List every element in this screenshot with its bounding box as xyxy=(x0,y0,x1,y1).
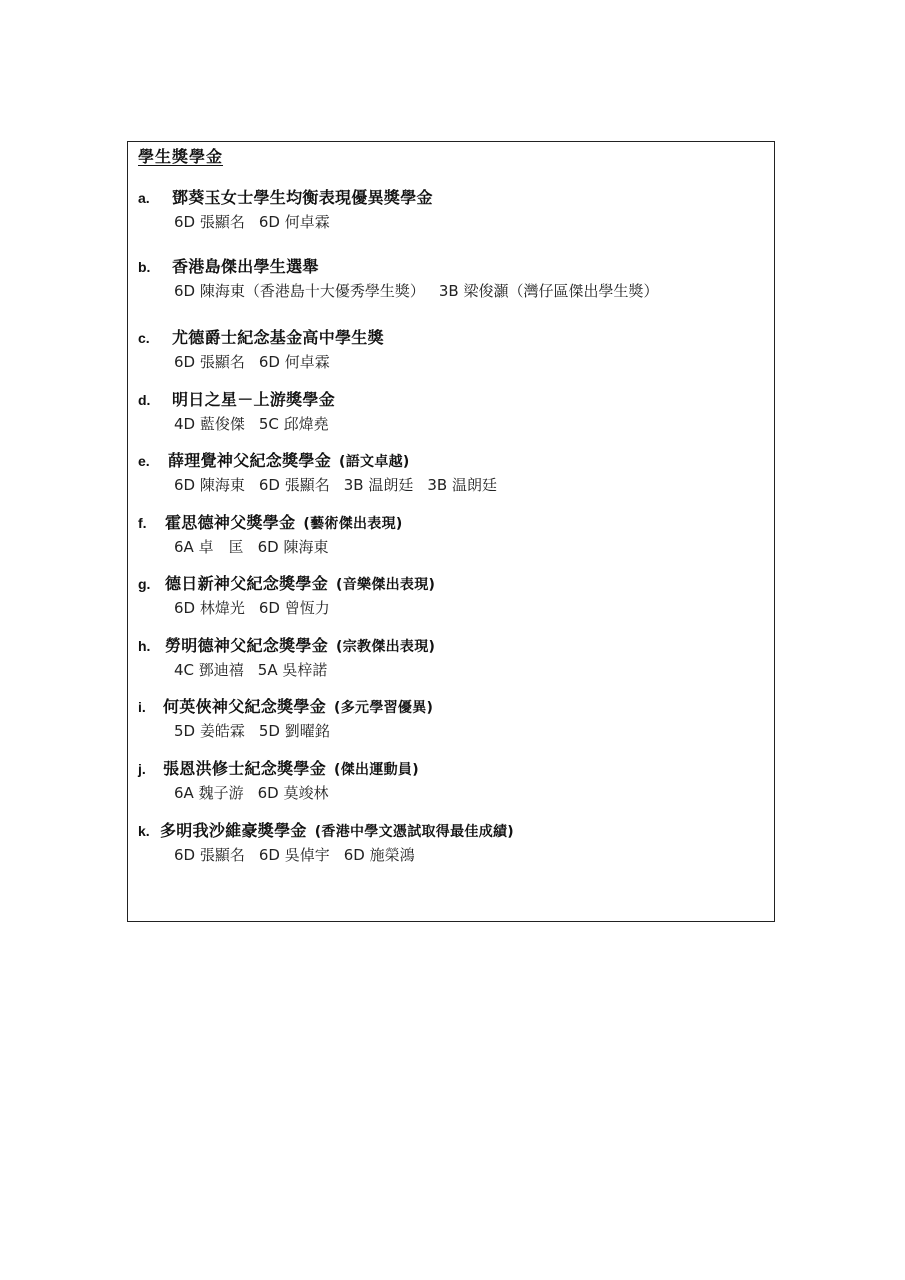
award-item xyxy=(138,819,514,867)
award-item xyxy=(138,511,403,559)
award-letter: f. xyxy=(138,515,147,531)
recipient: 3B 温朗廷 xyxy=(427,476,497,494)
recipient: 6D 林煒光 xyxy=(174,599,245,617)
award-letter: e. xyxy=(138,453,150,469)
award-letter: c. xyxy=(138,330,150,346)
recipient: 3B 温朗廷 xyxy=(343,476,414,494)
recipient: 6D 張顯名 xyxy=(174,846,245,864)
award-title-line xyxy=(138,449,497,473)
award-name: 德日新神父紀念獎學金 xyxy=(165,574,329,593)
award-name: 香港島傑出學生選舉 xyxy=(172,257,319,276)
award-recipients xyxy=(138,473,497,497)
scholarship-box xyxy=(127,141,775,922)
recipient: 5D 姜皓霖 xyxy=(174,722,245,740)
award-title-line xyxy=(138,186,433,210)
award-title xyxy=(165,634,435,659)
recipient: 6A 卓 匡 xyxy=(174,538,244,556)
award-title-line xyxy=(138,326,384,350)
award-recipients xyxy=(138,843,514,867)
award-title xyxy=(160,819,514,844)
award-category: (宗教傑出表現) xyxy=(336,639,436,655)
award-recipients xyxy=(138,412,335,436)
award-item xyxy=(138,695,433,743)
award-recipients xyxy=(138,596,435,620)
award-recipients xyxy=(138,535,403,559)
recipient: 6D 陳海東 xyxy=(257,538,329,556)
award-title-line xyxy=(138,634,435,658)
award-item xyxy=(138,634,435,682)
award-name: 何英俠神父紀念獎學金 xyxy=(163,697,327,716)
award-name: 霍思德神父獎學金 xyxy=(165,513,296,532)
award-category: (音樂傑出表現) xyxy=(336,577,436,593)
award-title xyxy=(172,388,335,412)
award-item xyxy=(138,255,658,303)
award-title xyxy=(163,757,419,782)
award-letter: b. xyxy=(138,259,151,275)
award-recipients xyxy=(138,279,658,303)
award-category: (語文卓越) xyxy=(339,454,410,470)
recipient: 4C 鄧迪禧 xyxy=(174,661,244,679)
award-letter: d. xyxy=(138,392,151,408)
recipient: 6D 張顯名 xyxy=(174,353,245,371)
award-title xyxy=(165,572,435,597)
recipient: 6D 莫竣林 xyxy=(257,784,329,802)
award-letter: j. xyxy=(138,761,146,777)
recipient: 6D 施榮鴻 xyxy=(343,846,415,864)
award-category: (香港中學文憑試取得最佳成績) xyxy=(314,824,514,840)
recipient: 6D 吳倬宇 xyxy=(258,846,330,864)
award-title-line xyxy=(138,572,435,596)
award-title-line xyxy=(138,695,433,719)
recipient: 6D 陳海東 xyxy=(174,476,245,494)
award-name: 張恩洪修士紀念獎學金 xyxy=(163,759,327,778)
recipient: 6D 何卓霖 xyxy=(258,213,330,231)
award-item xyxy=(138,326,384,374)
award-recipients xyxy=(138,658,435,682)
award-name: 尤德爵士紀念基金高中學生獎 xyxy=(172,328,384,347)
award-item xyxy=(138,757,419,805)
award-title-line xyxy=(138,819,514,843)
award-recipients xyxy=(138,350,384,374)
recipient: 5D 劉曜銘 xyxy=(258,722,330,740)
recipient: 6A 魏子游 xyxy=(174,784,244,802)
award-title xyxy=(172,326,384,350)
award-title xyxy=(172,186,433,210)
award-title-line xyxy=(138,388,335,412)
recipient: 3B 梁俊灝（灣仔區傑出學生獎） xyxy=(438,282,659,300)
recipient: 6D 何卓霖 xyxy=(258,353,330,371)
award-title-line xyxy=(138,511,403,535)
award-name: 多明我沙維豪獎學金 xyxy=(160,821,307,840)
award-category: (多元學習優異) xyxy=(334,700,434,716)
recipient: 6D 曾恆力 xyxy=(258,599,330,617)
award-category: (藝術傑出表現) xyxy=(303,516,403,532)
award-recipients xyxy=(138,210,433,234)
award-item xyxy=(138,572,435,620)
award-name: 薛理覺神父紀念獎學金 xyxy=(168,451,332,470)
award-title xyxy=(165,511,403,536)
award-letter: k. xyxy=(138,823,150,839)
recipient: 5C 邱煒堯 xyxy=(258,415,329,433)
recipient: 6D 張顯名 xyxy=(174,213,245,231)
award-title-line xyxy=(138,757,419,781)
recipient: 6D 陳海東（香港島十大優秀學生獎） xyxy=(174,282,425,300)
recipient: 6D 張顯名 xyxy=(258,476,330,494)
award-letter: i. xyxy=(138,699,146,715)
award-item xyxy=(138,449,497,497)
award-category: (傑出運動員) xyxy=(334,762,419,778)
award-name: 明日之星－上游獎學金 xyxy=(172,390,336,409)
award-item xyxy=(138,186,433,234)
award-recipients xyxy=(138,719,433,743)
section-heading: 學生獎學金 xyxy=(138,147,224,166)
award-title xyxy=(168,449,410,474)
award-name: 鄧葵玉女士學生均衡表現優異獎學金 xyxy=(172,188,433,207)
award-letter: g. xyxy=(138,576,151,592)
recipient: 5A 吳梓諾 xyxy=(257,661,328,679)
award-recipients xyxy=(138,781,419,805)
award-letter: a. xyxy=(138,190,150,206)
award-title xyxy=(163,695,433,720)
award-item xyxy=(138,388,335,436)
recipient: 4D 藍俊傑 xyxy=(174,415,245,433)
award-title xyxy=(172,255,319,279)
award-name: 勞明德神父紀念獎學金 xyxy=(165,636,329,655)
award-title-line xyxy=(138,255,658,279)
award-letter: h. xyxy=(138,638,151,654)
